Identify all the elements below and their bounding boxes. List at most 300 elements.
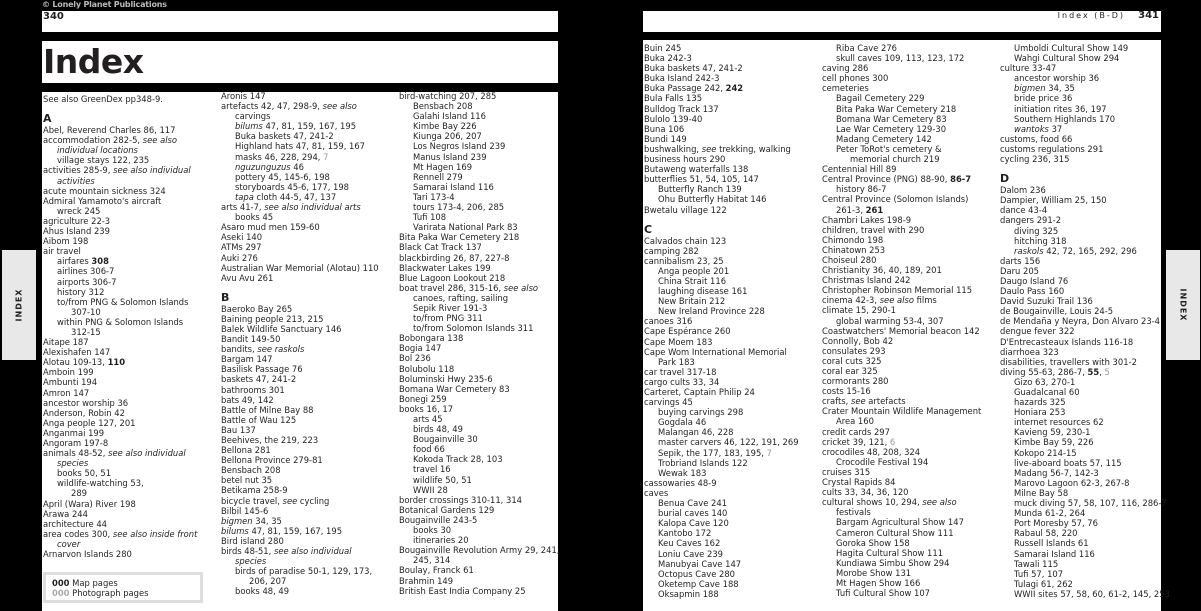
index-entry: cassowaries 48-9 — [644, 477, 717, 488]
index-entry: ancestor worship 36 — [43, 397, 129, 408]
index-entry: Amron 147 — [43, 387, 90, 398]
index-entry: Anganmai 199 — [43, 427, 105, 438]
index-subentry: Tufi 108 — [413, 212, 447, 223]
index-subentry: New Britain 212 — [658, 296, 726, 307]
greendex-note: See also GreenDex pp348-9. — [43, 94, 163, 104]
index-subentry: Hagita Cultural Show 111 — [836, 547, 944, 558]
index-subentry: itineraries 20 — [413, 535, 469, 546]
left-page-body — [42, 92, 558, 611]
index-entry: business hours 290 — [644, 154, 726, 165]
index-subentry: Goroka Show 158 — [836, 537, 910, 548]
index-entry: Australian War Memorial (Alotau) 110 — [221, 262, 379, 273]
index-entry-continuation: 261-3, 261 — [836, 204, 884, 215]
index-subentry: muck diving 57, 58, 107, 116, 286-7 — [1014, 498, 1167, 509]
index-entry: crafts, see artefacts — [822, 396, 906, 407]
index-subentry: storyboards 45-6, 177, 198 — [235, 181, 350, 192]
index-subentry: books 45 — [235, 212, 274, 223]
index-subentry: Samarai Island 116 — [413, 181, 494, 192]
index-subentry: Marovo Lagoon 62-3, 267-8 — [1014, 477, 1130, 488]
index-subentry: birds of paradise 50-1, 129, 173, — [235, 566, 373, 577]
index-entry: Bargam 147 — [221, 354, 273, 365]
index-entry: butterflies 51, 54, 105, 147 — [644, 174, 759, 185]
index-subentry: Varirata National Park 83 — [413, 222, 518, 233]
index-entry: bird-watching 207, 285 — [399, 91, 497, 101]
index-entry: Bensbach 208 — [221, 465, 281, 476]
index-entry-continuation: individual locations — [57, 145, 138, 156]
index-entry-continuation: cover — [57, 538, 81, 549]
index-subentry: airports 306-7 — [57, 276, 117, 287]
index-entry: Daru 205 — [1000, 265, 1039, 276]
index-entry: Boulay, Franck 61 — [399, 565, 474, 576]
index-entry: Basilisk Passage 76 — [221, 364, 303, 375]
index-entry: bushwalking, see trekking, walking — [644, 143, 791, 154]
index-subentry: Manubyai Cave 147 — [658, 558, 742, 569]
right-page-body — [643, 40, 1170, 611]
index-entry: Botanical Gardens 129 — [399, 504, 495, 515]
index-subentry: WWII sites 57, 58, 60, 61-2, 145, 253 — [1014, 588, 1170, 599]
index-entry: Bol 236 — [399, 353, 431, 364]
index-subentry: master carvers 46, 122, 191, 269 — [658, 437, 799, 448]
index-entry: cemeteries — [822, 83, 869, 94]
index-entry: Bulolo 139-40 — [644, 113, 703, 124]
index-entry: Buka Island 242-3 — [644, 73, 720, 84]
index-subentry: Wahgi Cultural Show 294 — [1014, 53, 1120, 64]
index-subentry: Bargam Agricultural Show 147 — [836, 517, 964, 528]
index-entry: bathrooms 301 — [221, 384, 285, 395]
index-subentry: Wewak 183 — [658, 467, 707, 478]
page-title: Index — [43, 42, 144, 81]
index-entry: Chambri Lakes 198-9 — [822, 214, 912, 225]
index-entry: Buna 106 — [644, 123, 685, 134]
index-entry: area codes 300, see also inside front — [43, 528, 198, 539]
index-subentry: airfares 308 — [57, 256, 109, 267]
index-entry-continuation: 289 — [71, 488, 87, 499]
index-entry: Bolubolu 118 — [399, 363, 455, 374]
index-entry: children, travel with 290 — [822, 224, 925, 235]
index-entry: Balek Wildlife Sanctuary 146 — [221, 323, 342, 334]
index-subentry: Port Moresby 57, 76 — [1014, 518, 1098, 529]
index-entry: credit cards 297 — [822, 426, 890, 437]
index-subentry: Riba Cave 276 — [836, 43, 897, 53]
index-entry: baskets 47, 241-2 — [221, 374, 297, 385]
index-subentry: skull caves 109, 113, 123, 172 — [836, 53, 965, 64]
index-entry: Central Province (PNG) 88-90, 86-7 — [822, 174, 972, 185]
index-entry: cultural shows 10, 294, see also — [822, 497, 957, 508]
index-entry: Christopher Robinson Memorial 115 — [822, 285, 973, 296]
index-entry: Chinatown 253 — [822, 244, 886, 255]
index-entry: cannibalism 23, 25 — [644, 255, 724, 266]
index-subentry: Cameron Cultural Show 111 — [836, 527, 954, 538]
index-subentry: wantoks 37 — [1014, 123, 1063, 134]
index-entry: boat travel 286, 315-16, see also — [399, 282, 539, 293]
index-subentry: Kokopo 214-15 — [1014, 447, 1077, 458]
index-entry: de Bougainville, Louis 24-5 — [1000, 306, 1114, 317]
index-entry: canoes 316 — [644, 316, 693, 327]
index-subentry: bigmen 34, 35 — [1014, 83, 1075, 94]
index-entry-continuation: 206, 207 — [249, 576, 287, 587]
index-subentry: Tari 173-4 — [413, 191, 455, 202]
index-subentry: Manus Island 239 — [413, 151, 487, 162]
index-subentry: Munda 61-2, 264 — [1014, 508, 1086, 519]
index-subentry: food 66 — [413, 444, 445, 455]
index-subentry: burial caves 140 — [658, 508, 728, 519]
index-entry: culture 33-47 — [1000, 63, 1057, 74]
index-entry: April (Wara) River 198 — [43, 498, 136, 509]
index-subentry: Anga people 201 — [658, 265, 730, 276]
index-entry: Dampier, William 25, 150 — [1000, 195, 1107, 206]
index-subentry: Madang 56-7, 142-3 — [1014, 467, 1099, 478]
index-entry: Bundi 149 — [644, 133, 687, 144]
index-subentry: ancestor worship 36 — [1014, 73, 1100, 84]
index-entry-continuation: species — [235, 556, 267, 567]
index-entry: Battle of Wau 125 — [221, 414, 297, 425]
index-subentry: internet resources 62 — [1014, 417, 1104, 428]
index-subentry: Mt Hagen Show 166 — [836, 577, 921, 588]
index-subentry: Honiara 253 — [1014, 407, 1066, 418]
index-subentry: Kimbe Bay 59, 226 — [1014, 437, 1094, 448]
index-subentry: Butterfly Ranch 139 — [658, 184, 742, 195]
index-entry-continuation: canoes, rafting, sailing — [413, 292, 509, 303]
index-entry: Amboin 199 — [43, 367, 94, 378]
section-letter: D — [1000, 172, 1010, 186]
index-entry: Bellona Province 279-81 — [221, 455, 323, 466]
index-entry: Centennial Hill 89 — [822, 164, 897, 175]
index-entry: Daugo Island 76 — [1000, 275, 1069, 286]
index-entry: cruises 315 — [822, 466, 871, 477]
index-entry: Aitape 187 — [43, 337, 89, 348]
index-subentry: hazards 325 — [1014, 397, 1066, 408]
index-entry: Crater Mountain Wildlife Management — [822, 406, 982, 417]
index-subentry: Trobriand Islands 122 — [658, 457, 748, 468]
index-subentry: history 86-7 — [836, 184, 887, 195]
index-subentry: hitching 318 — [1014, 235, 1067, 246]
index-entry: Brahmin 149 — [399, 575, 454, 586]
index-entry: Cape Moem 183 — [644, 336, 713, 347]
section-letter: A — [43, 112, 52, 126]
index-subentry: Guadalcanal 60 — [1014, 387, 1080, 397]
index-subentry: WWII 28 — [413, 484, 448, 495]
index-entry: bats 49, 142 — [221, 394, 274, 405]
index-entry: Asaro mud men 159-60 — [221, 222, 320, 233]
index-subentry: Kiunga 206, 207 — [413, 131, 482, 142]
index-subentry: Highland hats 47, 81, 159, 167 — [235, 141, 366, 152]
index-subentry: bilums 47, 81, 159, 167, 195 — [235, 121, 357, 132]
index-entry: coral cuts 325 — [822, 355, 882, 366]
index-subentry: airlines 306-7 — [57, 266, 115, 277]
index-subentry: Malangan 46, 228 — [658, 427, 734, 438]
index-entry: consulates 293 — [822, 345, 886, 356]
index-subentry: Tawali 115 — [1014, 558, 1059, 569]
index-subentry: Milne Bay 58 — [1014, 487, 1069, 498]
index-subentry: to/from Solomon Islands 311 — [413, 323, 534, 334]
index-entry: Bomana War Cemetery 83 — [399, 383, 510, 394]
index-subentry: Russell Islands 61 — [1014, 538, 1089, 549]
index-subentry: history 312 — [57, 286, 105, 297]
index-subentry: wildlife-watching 53, — [57, 478, 144, 489]
index-entry: customs regulations 291 — [1000, 143, 1104, 154]
index-entry: ATMs 297 — [221, 242, 262, 253]
index-subentry: Tufi Cultural Show 107 — [836, 588, 930, 599]
index-subentry: Umboldi Cultural Show 149 — [1014, 43, 1129, 53]
index-subentry: Keu Caves 162 — [658, 538, 721, 549]
index-entry: Arawa 244 — [43, 508, 88, 519]
running-head: Index (B-D) — [1057, 11, 1125, 20]
index-entry: bigmen 34, 35 — [221, 515, 282, 526]
index-subentry: within PNG & Solomon Islands — [57, 316, 184, 327]
index-entry-continuation: festivals — [836, 507, 871, 518]
index-entry: diving 55-63, 286-7, 55, 5 — [1000, 366, 1110, 377]
index-entry: customs, food 66 — [1000, 133, 1073, 144]
index-entry: Christmas Island 242 — [822, 275, 911, 286]
index-entry: British East India Company 25 — [399, 585, 526, 596]
side-tab-left — [2, 250, 36, 360]
index-subentry: Samarai Island 116 — [1014, 548, 1095, 559]
index-entry: Calvados chain 123 — [644, 235, 727, 246]
index-entry-continuation: carvings — [235, 111, 271, 122]
section-letter: B — [221, 290, 230, 304]
index-entry: Black Cat Track 137 — [399, 242, 482, 253]
index-entry: Bird island 280 — [221, 535, 284, 546]
index-subentry: Bensbach 208 — [413, 101, 473, 112]
index-subentry: Madang Cemetery 142 — [836, 133, 932, 144]
index-entry: acute mountain sickness 324 — [43, 185, 166, 196]
index-subentry: global warming 53-4, 307 — [836, 315, 944, 326]
index-column-4 — [644, 43, 829, 599]
index-column-2 — [221, 91, 396, 597]
index-subentry: bride price 36 — [1014, 93, 1073, 104]
index-entry: Blackwater Lakes 199 — [399, 262, 491, 273]
index-entry-continuation: memorial church 219 — [850, 154, 940, 165]
index-entry: Daulo Pass 160 — [1000, 286, 1065, 297]
index-entry: Choiseul 280 — [822, 254, 877, 265]
index-entry: Dalom 236 — [1000, 185, 1046, 196]
index-entry: Butaweng waterfalls 138 — [644, 164, 749, 175]
index-entry: diarrhoea 323 — [1000, 346, 1059, 357]
photo-page-label: Photograph pages — [72, 588, 149, 598]
index-entry: costs 15-16 — [822, 386, 871, 397]
index-entry: bilums 47, 81, 159, 167, 195 — [221, 525, 343, 536]
index-entry: Aseki 140 — [221, 232, 263, 243]
index-entry: Anderson, Robin 42 — [43, 407, 125, 418]
index-subentry: Sepik, the 177, 183, 195, 7 — [658, 447, 772, 458]
index-entry: Auki 276 — [221, 252, 258, 263]
index-entry: blackbirding 26, 87, 227-8 — [399, 252, 510, 263]
index-entry: cycling 236, 315 — [1000, 154, 1070, 165]
index-column-3 — [399, 91, 559, 596]
index-entry: Ambunti 194 — [43, 377, 98, 388]
index-subentry: tapa cloth 44-5, 47, 137 — [235, 191, 337, 202]
index-subentry: initiation rites 36, 197 — [1014, 103, 1107, 114]
index-subentry: raskols 42, 72, 165, 292, 296 — [1014, 245, 1137, 256]
index-entry: dengue fever 322 — [1000, 326, 1075, 337]
index-entry: activities 285-9, see also individual — [43, 165, 191, 176]
index-subentry: birds 48, 49 — [413, 424, 463, 435]
index-entry: Bita Paka War Cemetery 218 — [399, 232, 520, 243]
index-entry: de Mendaña y Neyra, Don Alvaro 23-4 — [1000, 316, 1160, 327]
index-entry: Buka baskets 47, 241-2 — [644, 63, 743, 74]
index-column-1 — [43, 94, 218, 598]
index-subentry: Octopus Cave 280 — [658, 568, 735, 579]
index-entry-continuation: 312-15 — [71, 326, 101, 337]
index-entry: Admiral Yamamoto's aircraft — [43, 195, 162, 206]
index-column-6 — [1000, 43, 1170, 599]
index-entry: Christianity 36, 40, 189, 201 — [822, 265, 942, 276]
index-entry: climate 15, 290-1 — [822, 305, 896, 316]
index-entry-continuation: Area 160 — [836, 416, 874, 427]
index-subentry: Bougainville 30 — [413, 434, 478, 445]
index-entry: cults 33, 34, 36, 120 — [822, 487, 909, 498]
index-subentry: diving 325 — [1014, 225, 1059, 236]
index-subentry: Mt Hagen 169 — [413, 161, 473, 172]
index-subentry: Los Negros Island 239 — [413, 141, 506, 152]
index-entry: Angoram 197-8 — [43, 438, 109, 448]
index-entry-continuation: activities — [57, 175, 95, 186]
index-entry: betel nut 35 — [221, 475, 273, 486]
index-entry: caves — [644, 487, 669, 498]
index-subentry: buying carvings 298 — [658, 407, 744, 418]
index-entry: Bougainville 243-5 — [399, 514, 478, 525]
index-subentry: arts 45 — [413, 414, 443, 424]
index-entry: carvings 45 — [644, 397, 693, 408]
index-entry: Bogia 147 — [399, 343, 442, 354]
index-title-box — [42, 41, 558, 83]
index-entry: Abel, Reverend Charles 86, 117 — [43, 125, 176, 136]
index-entry: books 16, 17 — [399, 403, 454, 414]
index-entry: Beehives, the 219, 223 — [221, 435, 319, 445]
side-tab-label: INDEX — [14, 288, 24, 322]
index-subentry: Bagail Cemetery 229 — [836, 93, 925, 104]
index-entry-continuation: species — [57, 458, 89, 469]
index-entry: Central Province (Solomon Islands) — [822, 194, 969, 205]
index-entry: Blue Lagoon Lookout 218 — [399, 272, 506, 283]
index-entry: Buin 245 — [644, 43, 682, 53]
index-entry: Buka 242-3 — [644, 53, 692, 64]
index-entry: bandits, see raskols — [221, 344, 305, 355]
index-subentry: Southern Highlands 170 — [1014, 113, 1116, 124]
index-entry: Bellona 281 — [221, 445, 271, 456]
index-subentry: village stays 122, 235 — [57, 155, 150, 166]
index-subentry: China Strait 116 — [658, 275, 727, 286]
index-column-5 — [822, 43, 1007, 598]
index-entry: Arnarvon Islands 280 — [43, 549, 132, 560]
copyright-notice: © Lonely Planet Publications — [42, 0, 167, 9]
index-entry: Bwetalu village 122 — [644, 204, 727, 215]
index-entry: agriculture 22-3 — [43, 215, 111, 226]
index-entry: car travel 317-18 — [644, 366, 717, 377]
index-subentry: Lae War Cemetery 129-30 — [836, 123, 947, 134]
index-entry: bicycle travel, see cycling — [221, 495, 330, 506]
index-subentry: Kimbe Bay 226 — [413, 121, 477, 132]
index-entry: Bougainville Revolution Army 29, 241, — [399, 545, 560, 556]
index-subentry: Sepik River 191-3 — [413, 302, 488, 313]
right-page-number: 341 — [1138, 10, 1159, 21]
index-entry: cormorants 280 — [822, 376, 889, 387]
index-entry: Alexishafen 147 — [43, 347, 111, 358]
right-page-header — [643, 11, 1161, 32]
index-subentry: Gizo 63, 270-1 — [1014, 376, 1076, 387]
index-entry: Betikama 258-9 — [221, 485, 288, 496]
index-entry: Bobongara 138 — [399, 333, 464, 344]
section-letter: C — [644, 222, 653, 236]
index-subentry: Tufi 57, 107 — [1014, 568, 1064, 579]
index-entry: caving 286 — [822, 63, 869, 74]
index-subentry: Kokoda Track 28, 103 — [413, 454, 503, 465]
index-entry: Battle of Milne Bay 88 — [221, 404, 314, 415]
index-subentry: Kantobo 172 — [658, 528, 712, 539]
index-entry: Bilbil 145-6 — [221, 505, 269, 516]
index-subentry: New Ireland Province 228 — [658, 306, 765, 317]
index-subentry: Gogdala 46 — [658, 417, 707, 428]
index-entry: Bula Falls 135 — [644, 93, 703, 104]
index-entry-continuation: wreck 245 — [57, 205, 101, 216]
left-page-header — [42, 11, 558, 32]
index-entry: coral ear 325 — [822, 366, 878, 376]
index-subentry: to/from PNG 311 — [413, 313, 483, 324]
index-subentry: live-aboard boats 57, 115 — [1014, 457, 1122, 468]
index-subentry: pottery 45, 145-6, 198 — [235, 171, 330, 182]
index-subentry: laughing disease 161 — [658, 286, 748, 297]
index-entry: Cape Wom International Memorial — [644, 346, 787, 357]
index-entry: Cape Espérance 260 — [644, 326, 731, 337]
index-subentry: Bomana War Cemetery 83 — [836, 113, 947, 124]
index-entry: disabilities, travellers with 301-2 — [1000, 356, 1137, 367]
index-entry: Aronis 147 — [221, 91, 266, 101]
index-entry: Carteret, Captain Philip 24 — [644, 387, 755, 397]
index-entry: Avu Avu 261 — [221, 272, 274, 283]
index-subentry: Ohu Butterfly Habitat 146 — [658, 194, 767, 205]
index-entry: animals 48-52, see also individual — [43, 448, 186, 459]
index-subentry: Kavieng 59, 230-1 — [1014, 427, 1091, 438]
index-entry: David Suzuki Trail 136 — [1000, 296, 1093, 307]
index-subentry: books 30 — [413, 525, 452, 536]
index-subentry: Galahi Island 116 — [413, 111, 486, 122]
page-legend — [43, 572, 203, 603]
left-page-number: 340 — [43, 11, 64, 22]
index-entry: Alotau 109-13, 110 — [43, 357, 126, 368]
index-entry: darts 156 — [1000, 255, 1041, 266]
index-entry: architecture 44 — [43, 518, 107, 529]
index-entry: Baeroko Bay 265 — [221, 303, 293, 314]
index-entry: Boluminski Hwy 235-6 — [399, 373, 493, 384]
index-subentry: Kundiawa Simbu Show 294 — [836, 557, 950, 568]
index-entry: Ahus Island 239 — [43, 226, 110, 237]
index-entry: Baining people 213, 215 — [221, 313, 324, 324]
map-page-label: Map pages — [72, 578, 118, 588]
index-entry: Crystal Rapids 84 — [822, 477, 896, 488]
index-subentry: Rabaul 58, 220 — [1014, 528, 1078, 539]
index-subentry: to/from PNG & Solomon Islands — [57, 296, 189, 307]
index-subentry: Tulagi 61, 262 — [1014, 578, 1073, 589]
index-entry: crocodiles 48, 208, 324 — [822, 446, 921, 457]
index-subentry: Peter ToRot's cemetery & — [836, 143, 942, 154]
map-page-marker: 000 — [52, 578, 70, 588]
index-subentry: Oksapmin 188 — [658, 588, 719, 599]
index-subentry: travel 16 — [413, 464, 451, 475]
side-tab-label: INDEX — [1178, 288, 1188, 322]
index-subentry: Rennell 279 — [413, 171, 463, 182]
index-subentry: Morobe Show 131 — [836, 567, 912, 578]
index-entry: dance 43-4 — [1000, 205, 1048, 216]
index-subentry: masks 46, 228, 294, 7 — [235, 151, 329, 162]
index-entry-continuation: Park 183 — [658, 356, 695, 367]
index-subentry: wildlife 50, 51 — [413, 474, 472, 485]
index-entry: D'Entrecasteaux Islands 116-18 — [1000, 336, 1134, 347]
index-subentry: Bita Paka War Cemetery 218 — [836, 103, 957, 114]
index-entry: Aibom 198 — [43, 236, 89, 247]
index-subentry: books 48, 49 — [235, 586, 290, 597]
index-entry: Bulldog Track 137 — [644, 103, 719, 114]
index-subentry: Benua Cave 241 — [658, 498, 728, 509]
